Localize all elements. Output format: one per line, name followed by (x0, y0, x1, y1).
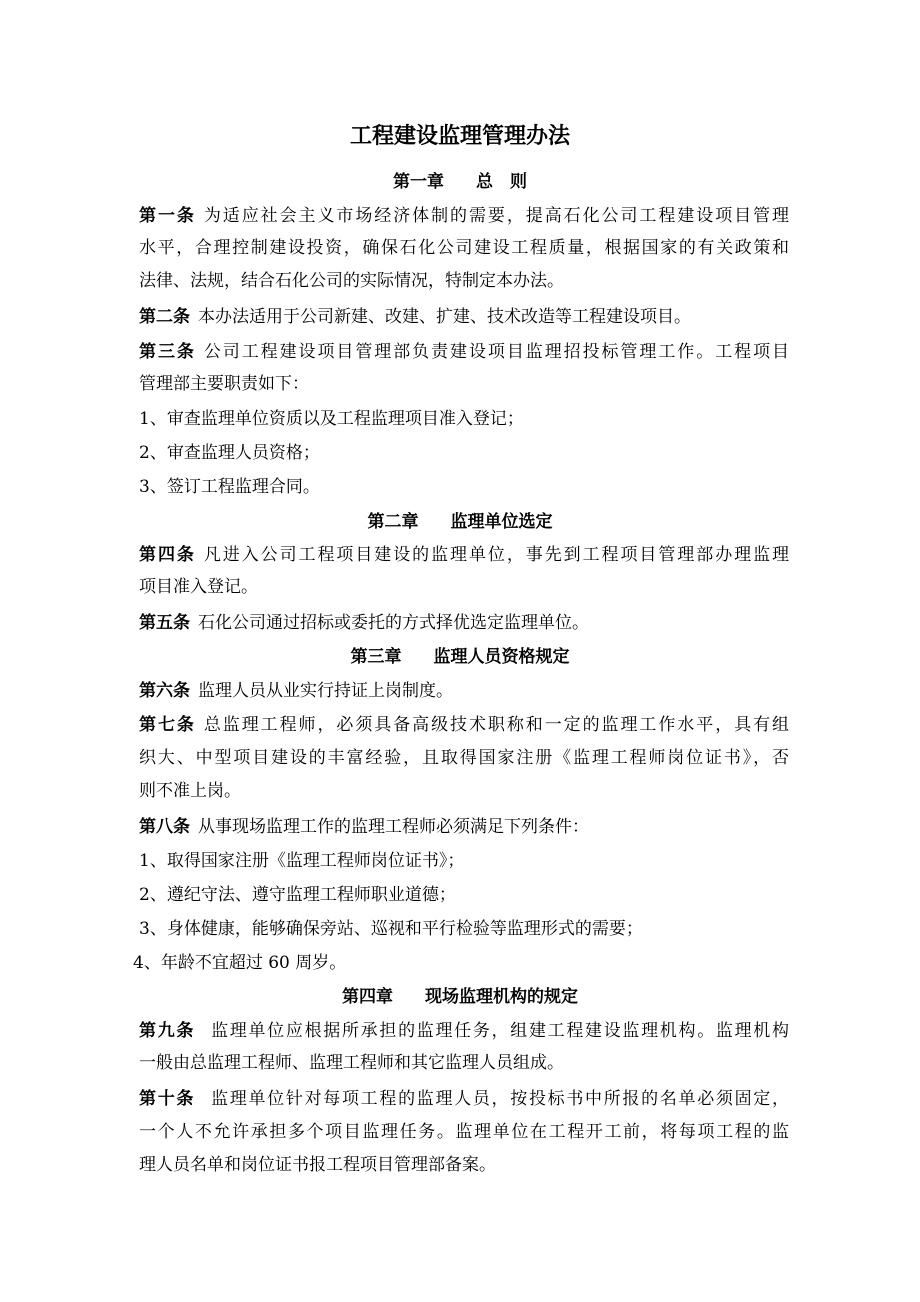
article-3-item-2: 2、审查监理人员资格； (139, 443, 320, 463)
article-text: 凡进入公司工程项目建设的监理单位，事先到工程项目管理部办理监理 (203, 545, 790, 565)
article-8-item-2: 2、遵纪守法、遵守监理工程师职业道德； (139, 885, 456, 905)
article-text: 监理人员从业实行持证上岗制度。 (198, 681, 453, 701)
chapter-number: 第三章 (350, 647, 402, 667)
chapter-name: 监理人员资格规定 (433, 647, 570, 667)
article-1-line-1 (139, 204, 789, 228)
article-label: 第四条 (139, 545, 196, 565)
article-7-line-3: 则不准上岗。 (139, 781, 241, 801)
article-2-line-1 (139, 305, 789, 329)
article-3-line-2: 管理部主要职责如下： (139, 374, 309, 394)
article-label: 第一条 (139, 206, 196, 226)
article-4-line-1 (139, 543, 789, 567)
chapter-heading-3 (0, 645, 920, 669)
article-8-item-4: 4、年龄不宜超过 60 周岁。 (133, 953, 347, 973)
article-label: 第三条 (139, 342, 196, 362)
article-text: 总监理工程师，必须具备高级技术职称和一定的监理工作水平，具有组 (203, 715, 790, 735)
article-8-item-3: 3、身体健康，能够确保旁站、巡视和平行检验等监理形式的需要； (139, 919, 643, 939)
chapter-heading-1 (0, 170, 920, 194)
article-label: 第八条 (139, 817, 190, 837)
article-text: 从事现场监理工作的监理工程师必须满足下列条件： (198, 817, 589, 837)
article-5-line-1 (139, 611, 789, 635)
article-text: 监理单位针对每项工程的监理人员，按投标书中所报的名单必须固定， (211, 1089, 790, 1109)
article-10-line-2: 一个人不允许承担多个项目监理任务。监理单位在工程开工前，将每项工程的监 (139, 1122, 789, 1142)
article-label: 第十条 (139, 1089, 196, 1109)
article-label: 第七条 (139, 715, 196, 735)
article-1-line-3: 法律、法规，结合石化公司的实际情况，特制定本办法。 (139, 271, 564, 291)
article-label: 第六条 (139, 681, 190, 701)
article-9-line-1 (139, 1019, 789, 1043)
chapter-name: 监理单位选定 (450, 512, 553, 532)
article-6-line-1 (139, 679, 789, 703)
article-text: 公司工程建设项目管理部负责建设项目监理招投标管理工作。工程项目 (203, 342, 790, 362)
article-7-line-1 (139, 713, 789, 737)
chapter-name: 现场监理机构的规定 (425, 987, 578, 1007)
chapter-number: 第四章 (342, 987, 393, 1007)
chapter-number: 第一章 (393, 172, 444, 192)
chapter-name: 总 则 (476, 172, 527, 192)
article-8-item-1: 1、取得国家注册《监理工程师岗位证书》； (139, 851, 465, 871)
article-label: 第五条 (139, 613, 190, 633)
article-10-line-3: 理人员名单和岗位证书报工程项目管理部备案。 (139, 1155, 496, 1175)
article-1-line-2: 水平，合理控制建设投资，确保石化公司建设工程质量，根据国家的有关政策和 (139, 238, 789, 258)
article-9-line-2: 一般由总监理工程师、监理工程师和其它监理人员组成。 (139, 1053, 564, 1073)
article-text: 为适应社会主义市场经济体制的需要，提高石化公司工程建设项目管理 (203, 206, 790, 226)
article-10-line-1 (139, 1087, 789, 1111)
article-4-line-2: 项目准入登记。 (139, 577, 258, 597)
chapter-heading-4 (0, 985, 920, 1009)
chapter-number: 第二章 (367, 512, 419, 532)
article-label: 第二条 (139, 307, 190, 327)
article-text: 监理单位应根据所承担的监理任务，组建工程建设监理机构。监理机构 (211, 1021, 790, 1041)
article-3-item-1: 1、审查监理单位资质以及工程监理项目准入登记； (139, 409, 524, 429)
article-text: 石化公司通过招标或委托的方式择优选定监理单位。 (198, 613, 589, 633)
chapter-heading-2 (0, 510, 920, 534)
article-3-line-1 (139, 340, 789, 364)
article-text: 本办法适用于公司新建、改建、扩建、技术改造等工程建设项目。 (198, 307, 691, 327)
article-label: 第九条 (139, 1021, 196, 1041)
article-3-item-3: 3、签订工程监理合同。 (139, 477, 320, 497)
article-7-line-2: 织大、中型项目建设的丰富经验，且取得国家注册《监理工程师岗位证书》，否 (139, 748, 789, 768)
document-title: 工程建设监理管理办法 (349, 123, 570, 149)
article-8-line-1 (139, 815, 789, 839)
